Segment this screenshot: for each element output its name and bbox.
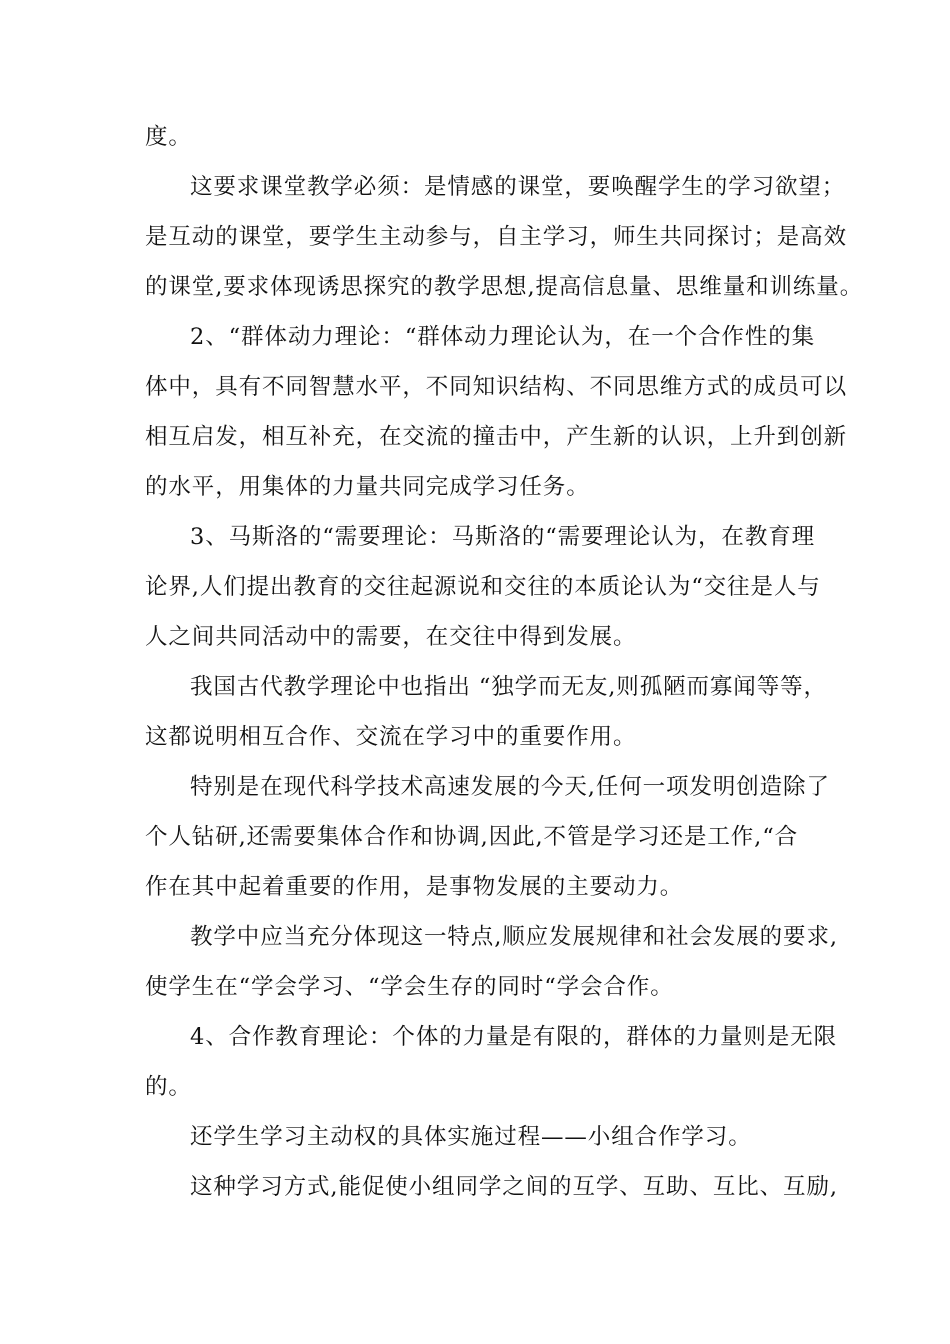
- text-line: 这都说明相互合作、交流在学习中的重要作用。: [145, 724, 637, 750]
- text-line: 特别是在现代科学技术高速发展的今天,任何一项发明创造除了: [190, 774, 830, 800]
- text-line: 这种学习方式,能促使小组同学之间的互学、互助、互比、互励,: [190, 1174, 838, 1200]
- text-line: 是互动的课堂，要学生主动参与，自主学习，师生共同探讨；是高效: [145, 224, 848, 250]
- text-line: 度。: [145, 124, 192, 150]
- text-line: 的课堂,要求体现诱思探究的教学思想,提高信息量、思维量和训练量。: [145, 274, 864, 300]
- text-line: 个人钻研,还需要集体合作和协调,因此,不管是学习还是工作,“合: [145, 824, 799, 850]
- text-line: 使学生在“学会学习、“学会生存的同时“学会合作。: [145, 974, 674, 1000]
- text-line: 作在其中起着重要的作用，是事物发展的主要动力。: [145, 874, 684, 900]
- text-line: 这要求课堂教学必须：是情感的课堂，要唤醒学生的学习欲望；: [190, 174, 846, 200]
- text-line: 相互启发，相互补充，在交流的撞击中，产生新的认识，上升到创新: [145, 424, 848, 450]
- text-line: 教学中应当充分体现这一特点,顺应发展规律和社会发展的要求,: [190, 924, 838, 950]
- text-line: 4、合作教育理论：个体的力量是有限的，群体的力量则是无限: [190, 1024, 838, 1050]
- text-line: 2、“群体动力理论：“群体动力理论认为，在一个合作性的集: [190, 324, 816, 350]
- text-line: 体中，具有不同智慧水平，不同知识结构、不同思维方式的成员可以: [145, 374, 848, 400]
- text-line: 的。: [145, 1074, 192, 1100]
- text-line: 3、马斯洛的“需要理论：马斯洛的“需要理论认为，在教育理: [190, 524, 816, 550]
- text-line: 论界,人们提出教育的交往起源说和交往的本质论认为“交往是人与: [145, 574, 821, 600]
- text-line: 的水平，用集体的力量共同完成学习任务。: [145, 474, 590, 500]
- text-line: 人之间共同活动中的需要，在交往中得到发展。: [145, 624, 637, 650]
- text-line: 我国古代教学理论中也指出 “独学而无友,则孤陋而寡闻等等，: [190, 674, 827, 700]
- text-line: 还学生学习主动权的具体实施过程——小组合作学习。: [190, 1124, 752, 1150]
